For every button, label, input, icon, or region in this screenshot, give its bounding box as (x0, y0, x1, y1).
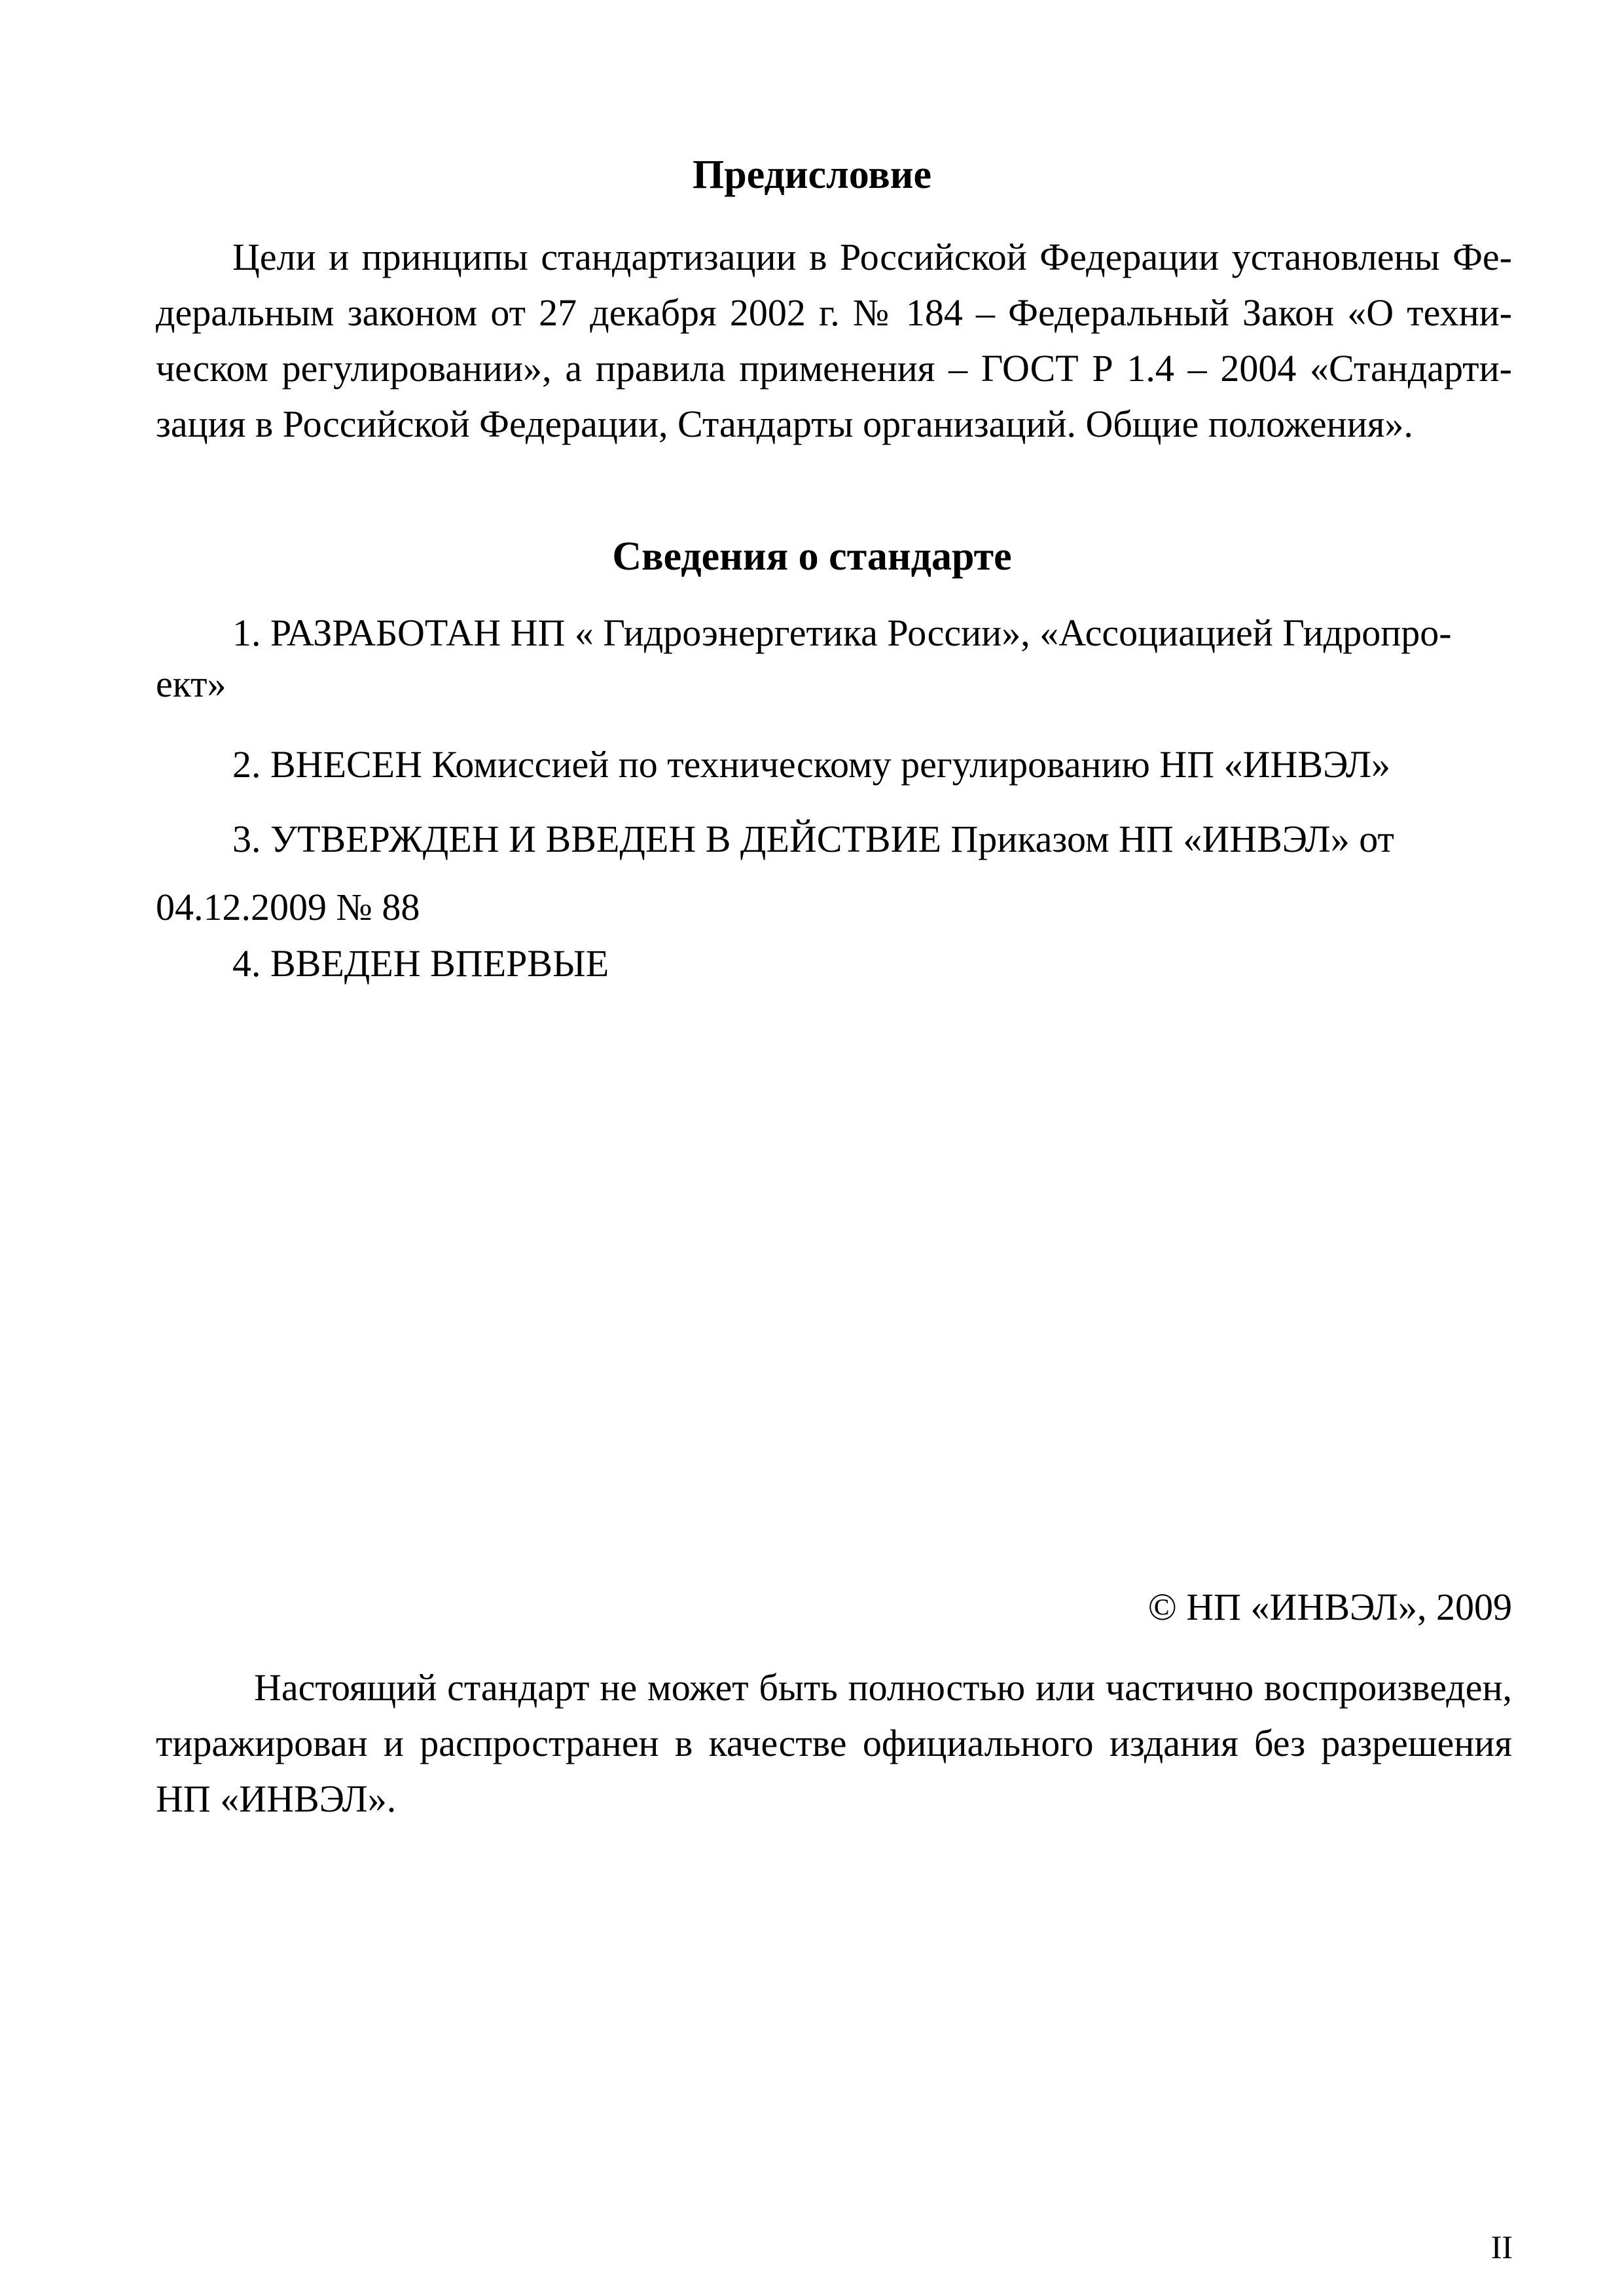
standard-info-item-4: 4. ВВЕДЕН ВПЕРВЫЕ (232, 942, 609, 985)
page-number: II (1490, 2229, 1513, 2265)
foreword-paragraph: Цели и принципы стандартизации в Российской Федерации установлены Федеральным законом от 27 декабря 2002 г. № 184 – Федеральный Закон «О техническом регулировании», а правила применения – ГОСТ Р 1.4 – 2004 «Стандартизация в Российской Федерации, Стандарты организаций. Общие положения». (156, 236, 1512, 445)
standard-info-item-1: 1. РАЗРАБОТАН НП « Гидроэнергетика России», «Ассоциацией Гидропроект» (156, 611, 1452, 705)
standard-info-title: Сведения о стандарте (612, 534, 1012, 579)
copyright-line: © НП «ИНВЭЛ», 2009 (1147, 1586, 1512, 1628)
standard-info-item-3: 3. УТВЕРЖДЕН И ВВЕДЕН В ДЕЙСТВИЕ Приказом НП «ИНВЭЛ» от 04.12.2009 № 88 (156, 818, 1394, 928)
foreword-title: Предисловие (693, 153, 931, 197)
standard-info-item-2: 2. ВНЕСЕН Комиссией по техническому регулированию НП «ИНВЭЛ» (232, 743, 1391, 786)
reproduction-notice: Настоящий стандарт не может быть полностью или частично воспроизведен, тиражирован и распространен в качестве официального издания без разрешения НП «ИНВЭЛ». (156, 1666, 1512, 1820)
